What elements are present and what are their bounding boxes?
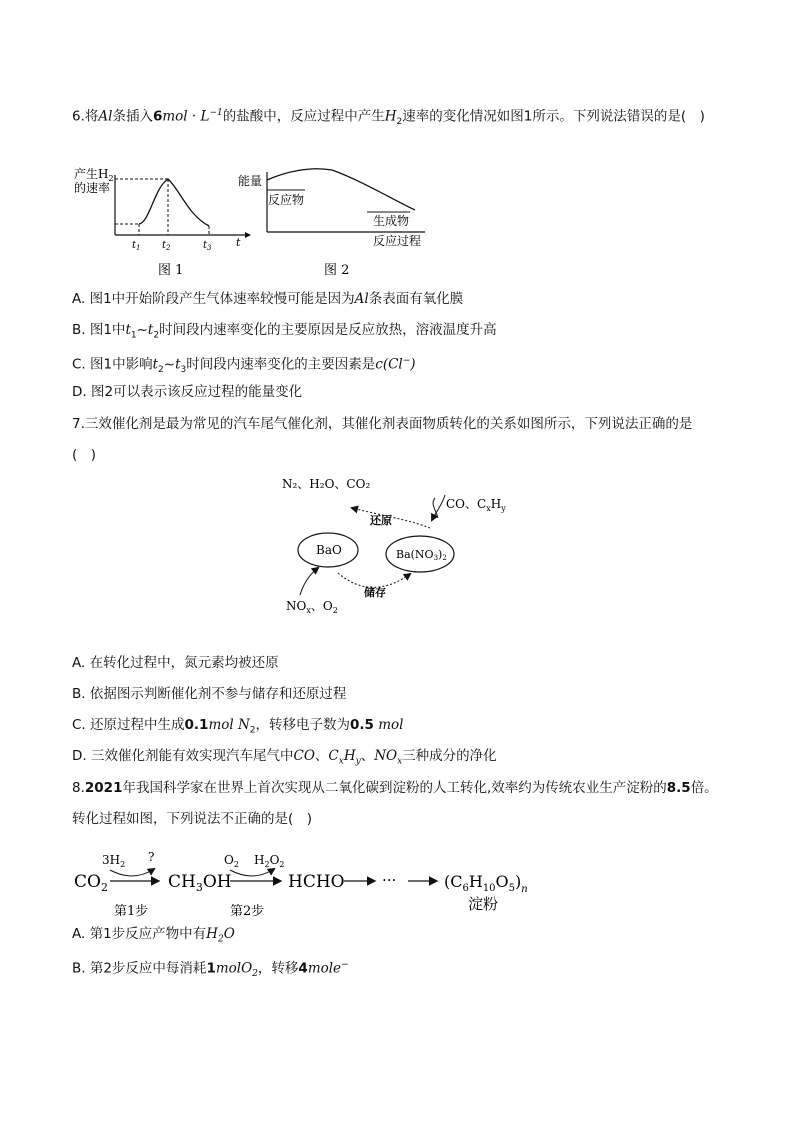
option-text: C. 图1中影响 (72, 356, 153, 373)
q8-starch-formula: $(C_6H_{10}O_5)_n$ (444, 872, 528, 895)
option-num: 0.1 (184, 717, 209, 733)
q8-step2-curl (230, 869, 274, 876)
fig1-t-label: t (236, 236, 241, 249)
q6-stem-text: 速率的变化情况如图1所示。下列说法错误的是( ) (402, 108, 705, 125)
option-var: t (152, 356, 159, 373)
option-text: ，转移电子数为 (255, 717, 351, 733)
q6-option-c[interactable] (72, 352, 416, 379)
option-expr: c(Cl (375, 356, 403, 373)
option-text: 时间段内速率变化的主要因素是 (186, 356, 376, 373)
option-var: O (223, 926, 235, 942)
option-var: H (343, 748, 356, 764)
option-text: 时间段内速率变化的主要原因是反应放热，溶液温度升高 (159, 322, 497, 338)
option-sub: y (355, 756, 361, 767)
q7-input-arrow (300, 568, 318, 595)
q7-diagram (270, 470, 530, 620)
option-text: B. 依据图示判断催化剂不参与储存和还原过程 (72, 686, 347, 702)
option-text: A. 在转化过程中，氮元素均被还原 (72, 655, 279, 671)
option-num: 1 (206, 960, 216, 977)
option-num: 0.5 (350, 717, 374, 733)
option-text: C. 还原过程中生成 (72, 717, 185, 733)
option-unit: mol N (208, 717, 250, 733)
q7-top-products: N₂、H₂O、CO₂ (282, 477, 371, 491)
q7-option-c[interactable] (72, 716, 404, 740)
q8-option-a[interactable] (72, 925, 235, 949)
q8-ch3oh: $CH_3OH$ (168, 872, 232, 894)
q7-ba-no3-label: Ba(NO3)2 (396, 548, 447, 562)
q6-stem-text: 的盐酸中，反应过程中产生 (222, 108, 385, 125)
q8-stem-line2 (72, 810, 312, 828)
q6-option-b[interactable] (72, 321, 497, 345)
option-var: O (241, 960, 253, 977)
option-text: A. 第1步反应产物中有 (72, 926, 207, 942)
fig1-rate-curve (139, 179, 209, 226)
option-text: 三种成分的净化 (402, 748, 497, 764)
fig2-xlabel: 反应过程 (373, 234, 422, 248)
option-sub: 2 (249, 725, 256, 736)
option-var: C (328, 748, 339, 764)
fig1-t2: $t_2$ (162, 240, 171, 252)
q7-reductants-arrow (433, 498, 438, 518)
q7-option-a[interactable] (72, 654, 279, 672)
q7-stem-text: ( ) (72, 447, 97, 463)
q8-stem-line1 (72, 779, 718, 797)
q7-reduce-label: 还原 (370, 514, 392, 527)
option-text: 、 (360, 748, 375, 764)
q7-stem-text: 7.三效催化剂是最为常见的汽车尾气催化剂，其催化剂表面物质转化的关系如图所示，下列说法正确的是 (72, 416, 693, 432)
option-num: 4 (298, 960, 308, 977)
option-sub: 3 (180, 365, 187, 376)
q8-option-b[interactable] (72, 956, 349, 983)
q7-inputs: $NO_x$、$O_2$ (286, 599, 338, 615)
q8-ratio: 8.5 (666, 780, 691, 796)
option-text: ~ (163, 356, 176, 373)
fig1-t3: $t_3$ (203, 240, 212, 252)
q8-h2o2: $H_2O_2$ (254, 853, 285, 869)
option-sub: 2 (217, 934, 224, 945)
option-text: D. 图2可以表示该反应过程的能量变化 (72, 384, 303, 400)
option-text: D. 三效催化剂能有效实现汽车尾气中 (72, 748, 294, 764)
q6-option-d[interactable] (72, 383, 302, 401)
q6-conc: 6 (152, 108, 163, 125)
option-var: Al (354, 291, 369, 307)
option-sup: − (402, 356, 411, 366)
option-text: ~ (136, 322, 148, 338)
q6-unit-exp: −1 (209, 108, 223, 118)
option-var: CO (293, 748, 315, 764)
q6-unit: mol · L (162, 108, 210, 125)
option-unit: mol (378, 717, 404, 733)
q8-step1-curl (110, 869, 154, 876)
q8-scheme (70, 845, 540, 920)
q7-option-d[interactable] (72, 747, 497, 771)
option-text: 、 (314, 748, 329, 764)
q8-starch-name: 淀粉 (468, 895, 499, 913)
fig2-product-label: 生成物 (373, 214, 410, 228)
option-sub: 2 (158, 365, 164, 376)
q6-figure-2 (238, 169, 425, 278)
option-unit: mol (215, 960, 242, 977)
option-sub: 2 (153, 330, 160, 341)
q6-stem-text: 6.将 (72, 108, 99, 125)
fig2-caption: 图 2 (324, 263, 350, 278)
option-sub: 1 (130, 330, 137, 341)
q8-stem-text: 倍。 (690, 780, 718, 796)
option-sub: x (338, 756, 344, 767)
q6-figures (70, 160, 440, 280)
q8-year: 2021 (84, 780, 123, 796)
q6-h2: H (384, 108, 397, 125)
q6-al: Al (98, 108, 113, 125)
q7-store-label: 储存 (364, 586, 386, 599)
q8-hcho: HCHO (288, 872, 345, 892)
option-var: t (147, 322, 154, 338)
fig1-x-arrow (245, 232, 251, 238)
fig1-caption: 图 1 (158, 263, 184, 278)
option-var: H (206, 926, 218, 942)
q8-stem-text: 年我国科学家在世界上首次实现从二氧化碳到淀粉的人工转化,效率约为传统农业生产淀粉的 (122, 780, 667, 796)
q8-stem-text: 转化过程如图，下列说法不正确的是( ) (72, 811, 313, 827)
q6-stem (72, 104, 705, 131)
option-var: t (175, 356, 181, 373)
option-unit: mole (307, 960, 342, 977)
q6-option-a[interactable] (72, 290, 463, 308)
option-var: t (125, 322, 131, 338)
q8-step2-label: 第2步 (230, 904, 265, 919)
q8-stem-text: 8. (72, 780, 85, 796)
option-sub: x (397, 756, 403, 767)
q8-h2: $3H_2$ (102, 853, 126, 869)
q8-dots: ··· (382, 871, 397, 889)
option-sub: 2 (252, 969, 258, 980)
option-expr: ) (410, 356, 416, 373)
option-text: B. 图1中 (72, 322, 126, 338)
fig2-reactant-label: 反应物 (268, 193, 305, 207)
option-var: NO (374, 748, 398, 764)
option-sup: − (341, 960, 349, 970)
fig2-ylabel: 能量 (238, 174, 263, 188)
q8-question: ? (148, 850, 155, 864)
fig1-ylabel: 产生$H_2$ (74, 167, 114, 183)
q6-stem-text: 条插入 (112, 108, 153, 125)
q6-h2-sub: 2 (396, 117, 403, 128)
option-text: ，转移 (257, 960, 299, 977)
q7-stem-line2 (72, 446, 96, 464)
q7-reductants: CO、$C_xH_y$ (446, 497, 506, 513)
q8-o2: $O_2$ (224, 853, 239, 869)
q7-stem-line1 (72, 415, 692, 433)
fig1-t1: $t_1$ (132, 240, 141, 252)
option-text: 条表面有氧化膜 (368, 291, 464, 307)
q8-co2: $CO_2$ (74, 872, 108, 894)
q8-step1-label: 第1步 (114, 904, 149, 919)
option-text: B. 第2步反应中每消耗 (72, 960, 207, 977)
q7-bao-label: BaO (316, 543, 342, 557)
q6-figure-1 (74, 166, 251, 278)
q7-option-b[interactable] (72, 685, 346, 703)
option-text: A. 图1中开始阶段产生气体速率较慢可能是因为 (72, 291, 355, 307)
fig1-ylabel-2: 的速率 (74, 181, 111, 195)
